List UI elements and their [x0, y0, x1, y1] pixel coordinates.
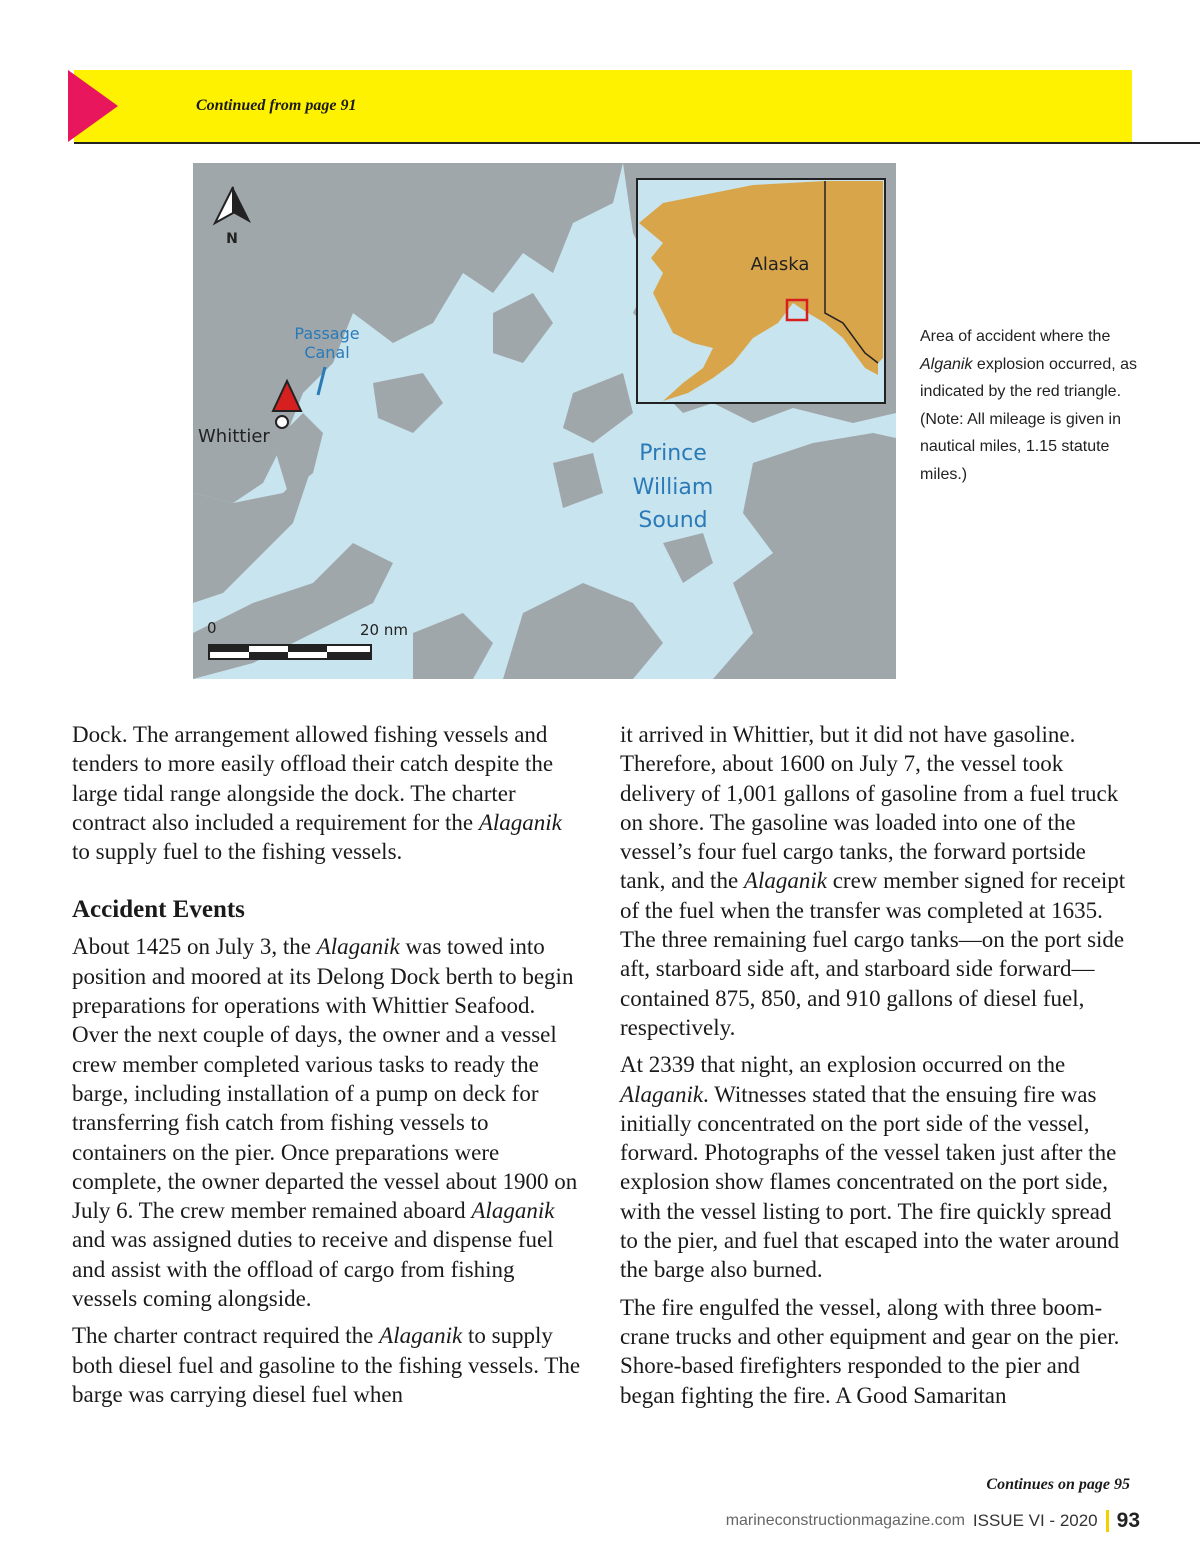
alaska-label: Alaska — [750, 254, 810, 275]
section-heading: Accident Events — [72, 896, 245, 924]
paragraph-gasoline-delivery: it arrived in Whittier, but it did not have gasoline. Therefore, about 1600 on July 7, the vessel took delivery of 1,001 gallons of gasoline from a fuel truck on shore. The gasoline was loaded into one of the vessel’s four fuel cargo tanks, the forward portside tank, and the Alaganik crew member signed for receipt of the fuel when the transfer was completed at 1635. The three remaining fuel cargo tanks—on the port side aft, starboard side aft, and starboard side forward—contained 875, 850, and 910 gallons of diesel fuel, respectively. — [620, 722, 1126, 1040]
whittier-location-dot — [276, 416, 288, 428]
sound-label-line3: Sound — [638, 508, 708, 533]
scale-end-label: 20 nm — [360, 621, 408, 639]
map-caption — [920, 323, 1140, 488]
sound-label-line2: William — [632, 475, 714, 500]
accident-area-map — [193, 163, 896, 679]
paragraph-charter-contract: The charter contract required the Alaganik to supply both diesel fuel and gasoline to the fishing vessels. The barge was carrying diesel fuel when — [72, 1323, 581, 1407]
paragraph-fire-engulfed: The fire engulfed the vessel, along with three boom-crane trucks and other equipment and gear on the pier. Shore-based firefighters responded to the pier and began fighting the fire. A Good Samaritan — [620, 1294, 1120, 1408]
caption-text-1: Area of accident where the — [920, 328, 1111, 345]
north-label: N — [226, 231, 238, 247]
sound-label-line1: Prince — [639, 441, 707, 466]
paragraph-dock: Dock. The arrangement allowed fishing vessels and tenders to more easily offload their catch despite the large tidal range alongside the dock. The charter contract also included a requirement for the Alaganik to supply fuel to the fishing vessels. — [72, 722, 562, 865]
caption-text-2: explosion occurred, as indicated by the red triangle. (Note: All mileage is given in nautical miles, 1.15 statute miles.) — [920, 355, 1138, 483]
whittier-label: Whittier — [198, 426, 270, 447]
caption-vessel-name: Alganik — [920, 355, 973, 373]
continues-note: Continues on page 95 — [986, 1476, 1130, 1493]
page-number: 93 — [1116, 1509, 1140, 1532]
article-column-left — [72, 720, 584, 1417]
footer-divider — [1106, 1510, 1109, 1532]
continued-from-note: Continued from page 91 — [196, 97, 357, 114]
paragraph-accident-1425: About 1425 on July 3, the Alaganik was towed into position and moored at its Delong Dock berth to begin preparations for operations with Whittier Seafood. Over the next couple of days, the owner and a vessel crew member completed various tasks to ready the barge, including installation of a pump on deck for transferring fish catch from fishing vessels to containers on the pier. Once preparations were complete, the owner departed the vessel about 1900 on July 6. The crew member remained aboard Alaganik and was assigned duties to receive and dispense fuel and assist with the offload of cargo from fishing vessels coming alongside. — [72, 934, 578, 1312]
alaska-inset-map — [637, 179, 885, 403]
footer-issue: ISSUE VI - 2020 — [972, 1511, 1098, 1530]
banner-rule — [74, 142, 1200, 144]
paragraph-explosion: At 2339 that night, an explosion occurred on the Alaganik. Witnesses stated that the ensuing fire was initially concentrated on the port side of the vessel, forward. Photographs of the vessel taken just after the explosion show flames concentrated on the port side, with the vessel listing to port. The fire quickly spread to the pier, and fuel that escaped into the water around the barge also burned. — [620, 1052, 1120, 1283]
page-footer — [726, 1506, 1140, 1536]
passage-canal-label-line2: Canal — [304, 343, 350, 362]
footer-site: marineconstructionmagazine.com — [725, 1512, 965, 1529]
article-column-right — [620, 720, 1132, 1418]
banner-triangle — [68, 70, 118, 142]
scale-start-label: 0 — [207, 619, 217, 637]
passage-canal-label-line1: Passage — [294, 324, 360, 343]
